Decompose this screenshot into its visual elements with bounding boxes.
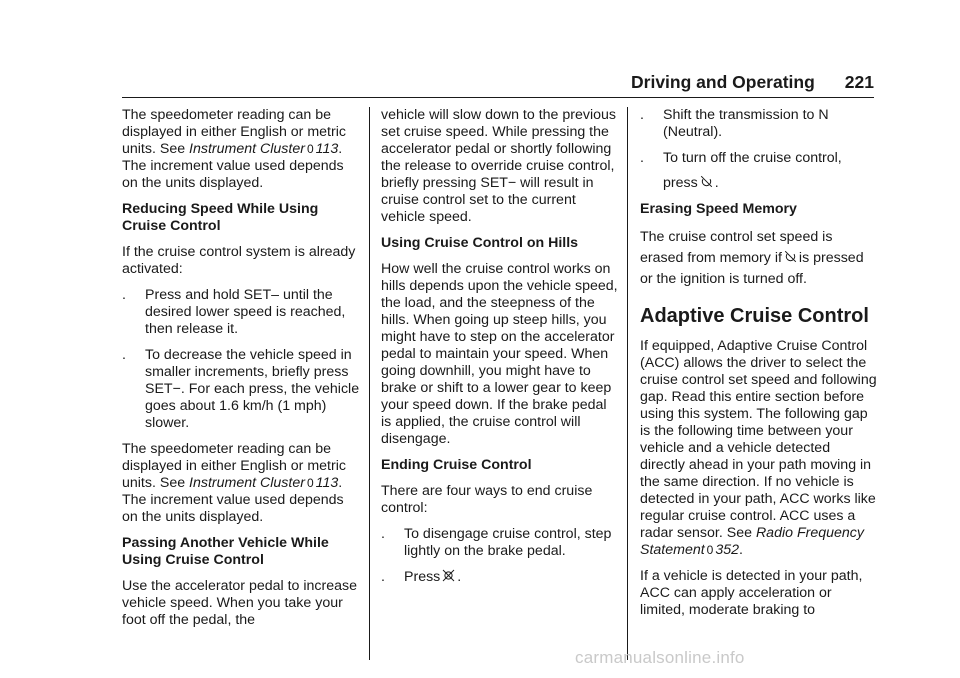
- header-rule: [122, 97, 874, 98]
- xref-page[interactable]: 113: [315, 475, 339, 491]
- bullet-icon: .: [122, 347, 126, 363]
- paragraph: The speedometer reading can be displayed in either English or metric units. See Instrument Cluster 0 113. The increment value used depends on the units displayed.: [122, 107, 346, 191]
- column-3: [640, 107, 878, 628]
- paragraph: How well the cruise control works on hills depends upon the vehicle speed, the load, and the steepness of the hills. When going up steep hills, you might have to step on the accelerator pedal to maintain your speed. When going downhill, you might have to brake or shift to a lower gear to keep your speed down. If the brake pedal is applied, the cruise control will disengage.: [381, 261, 618, 447]
- page-ref-arrow-icon: 0: [306, 476, 314, 490]
- bullet-icon: .: [381, 526, 385, 542]
- watermark: carmanualsonline.info: [575, 648, 745, 667]
- xref-link[interactable]: Instrument Cluster: [189, 475, 305, 491]
- page-number: 221: [844, 72, 874, 92]
- cruise-cancel-icon: [442, 569, 455, 582]
- bullet-icon: .: [640, 107, 644, 123]
- paragraph: If a vehicle is detected in your path, ACC can apply acceleration or limited, moderate braking to: [640, 568, 863, 618]
- list-item: . Shift the transmission to N (Neutral).: [640, 107, 829, 140]
- subheading: Ending Cruise Control: [381, 457, 532, 473]
- page-ref-arrow-icon: 0: [306, 142, 314, 156]
- paragraph: If equipped, Adaptive Cruise Control (ACC) allows the driver to select the cruise control set speed and following gap. Read this entire section before using this system. The following gap is the following time between your vehicle and a vehicle detected directly ahead in your path moving in the same direction. If no vehicle is detected in your path, ACC works like regular cruise control. ACC uses a radar sensor. See Radio Frequency Statement 0 352.: [640, 338, 877, 558]
- bullet-icon: .: [122, 287, 126, 303]
- paragraph: The cruise control set speed is erased from memory if is pressed or the ignition is turned off.: [640, 229, 864, 287]
- paragraph: The speedometer reading can be displayed in either English or metric units. See Instrument Cluster 0 113. The increment value used depends on the units displayed.: [122, 441, 346, 525]
- page-ref-arrow-icon: 0: [706, 543, 714, 557]
- paragraph: There are four ways to end cruise control:: [381, 483, 593, 516]
- xref-page[interactable]: 113: [315, 141, 339, 157]
- subheading: Erasing Speed Memory: [640, 201, 797, 217]
- list-item: . To decrease the vehicle speed in smaller increments, briefly press SET−. For each press, the vehicle goes about 1.6 km/h (1 mph) slower.: [122, 347, 360, 431]
- subheading: Using Cruise Control on Hills: [381, 235, 579, 251]
- section-title: Driving and Operating: [631, 72, 815, 92]
- column-divider-2: [627, 107, 628, 660]
- bullet-icon: .: [640, 150, 644, 166]
- column-divider-1: [369, 107, 370, 660]
- cruise-onoff-icon: [700, 175, 713, 188]
- column-1: [122, 107, 362, 638]
- page-header: [0, 72, 874, 93]
- list-item: . Press and hold SET– until the desired lower speed is reached, then release it.: [122, 287, 346, 337]
- paragraph: If the cruise control system is already activated:: [122, 244, 356, 277]
- paragraph: Use the accelerator pedal to increase vehicle speed. When you take your foot off the pedal, the: [122, 578, 358, 628]
- cruise-onoff-icon: [784, 250, 797, 263]
- xref-page[interactable]: 352: [715, 542, 740, 558]
- bullet-icon: .: [381, 569, 385, 585]
- list-item: . To turn off the cruise control, press .: [640, 150, 842, 191]
- xref-link[interactable]: Instrument Cluster: [189, 141, 305, 157]
- subheading: Reducing Speed While Using Cruise Control: [122, 201, 319, 234]
- subheading: Passing Another Vehicle While Using Cruise Control: [122, 535, 329, 568]
- list-item: . Press .: [381, 569, 462, 585]
- list-item: . To disengage cruise control, step lightly on the brake pedal.: [381, 526, 612, 559]
- paragraph: vehicle will slow down to the previous set cruise speed. While pressing the accelerator pedal or shortly following the release to override cruise control, briefly pressing SET− will result in cruise control set to the current vehicle speed.: [381, 107, 616, 225]
- xref-link[interactable]: Radio Frequency Statement: [640, 525, 864, 558]
- column-2: [381, 107, 619, 595]
- section-heading: Adaptive Cruise Control: [640, 305, 869, 327]
